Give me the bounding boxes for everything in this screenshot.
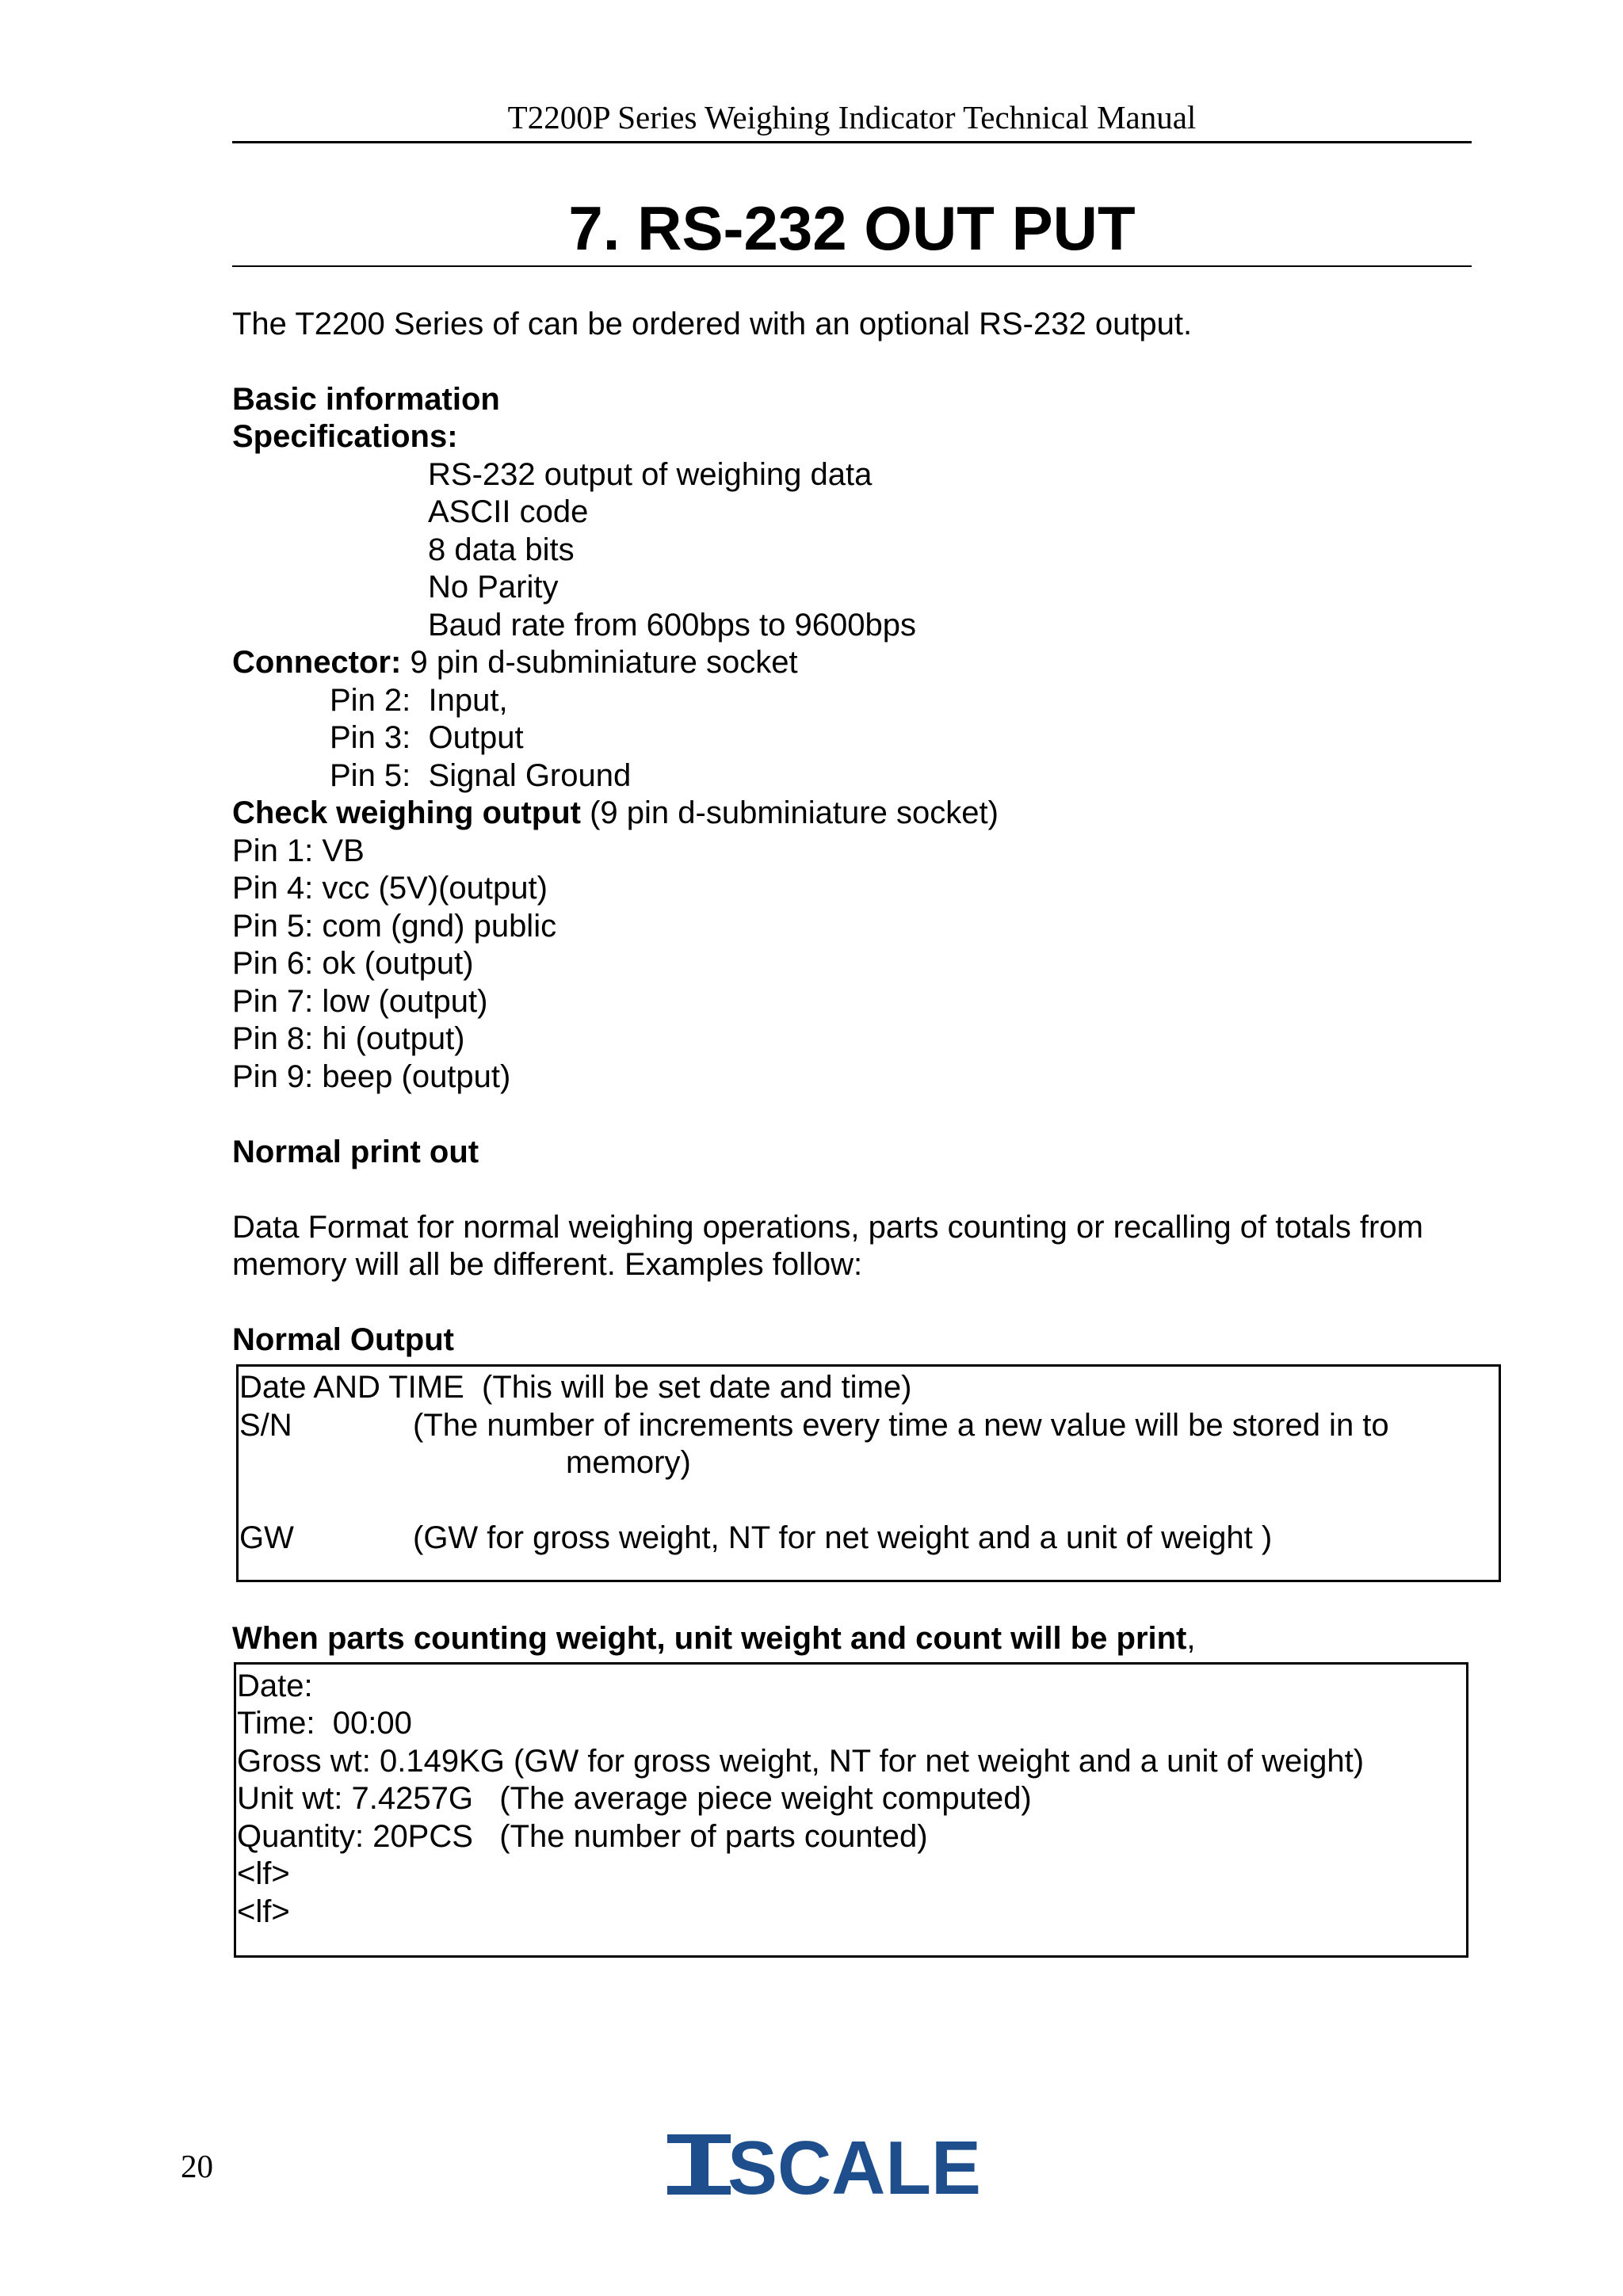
check-output-pin: Pin 8: hi (output) <box>232 1021 465 1056</box>
running-header: T2200P Series Weighing Indicator Technical Manual <box>507 99 1197 135</box>
spec-item: 8 data bits <box>428 532 575 567</box>
parts-counting-heading-suffix: , <box>1186 1621 1196 1656</box>
specifications-label: Specifications: <box>232 419 458 454</box>
chapter-title: 7. RS-232 OUT PUT <box>568 193 1136 263</box>
check-output-suffix: (9 pin d-subminiature socket) <box>590 795 999 830</box>
parts-counting-line: Date: <box>237 1669 313 1703</box>
parts-counting-heading: When parts counting weight, unit weight and count will be print <box>232 1621 1187 1656</box>
parts-counting-box <box>234 1662 1468 1958</box>
spec-item: ASCII code <box>428 494 589 529</box>
connector-pin: Pin 3: Output <box>330 720 524 755</box>
normal-output-heading: Normal Output <box>232 1322 454 1357</box>
spec-item: RS-232 output of weighing data <box>428 457 873 492</box>
parts-counting-line: Quantity: 20PCS (The number of parts counted) <box>237 1819 928 1854</box>
normal-print-heading: Normal print out <box>232 1135 479 1169</box>
normal-print-paragraph: memory will all be different. Examples follow: <box>232 1247 863 1282</box>
check-output-pin: Pin 6: ok (output) <box>232 946 474 981</box>
connector-value: 9 pin d-subminiature socket <box>410 645 798 680</box>
svg-text:SCALE: SCALE <box>727 2130 981 2201</box>
spec-item: No Parity <box>428 570 559 605</box>
tscale-logo <box>667 2130 984 2205</box>
parts-counting-line: Gross wt: 0.149KG (GW for gross weight, NT for net weight and a unit of weight) <box>237 1744 1365 1779</box>
normal-output-desc: (The number of increments every time a new value will be stored in to <box>413 1408 1389 1443</box>
parts-counting-line: Time: 00:00 <box>237 1706 412 1741</box>
connector-pin: Pin 5: Signal Ground <box>330 758 632 793</box>
check-output-pin: Pin 4: vcc (5V)(output) <box>232 871 548 906</box>
parts-counting-line: <lf> <box>237 1894 290 1929</box>
parts-counting-heading-line <box>232 1619 1196 1657</box>
normal-output-label: GW <box>239 1520 294 1555</box>
parts-counting-line: <lf> <box>237 1856 290 1891</box>
normal-output-desc: (GW for gross weight, NT for net weight and a unit of weight ) <box>413 1520 1273 1555</box>
connector-line <box>232 643 798 681</box>
parts-counting-line: Unit wt: 7.4257G (The average piece weight computed) <box>237 1781 1032 1816</box>
normal-output-row: Date AND TIME (This will be set date and time) <box>239 1370 912 1405</box>
title-rule <box>232 265 1472 267</box>
connector-label: Connector: <box>232 645 402 680</box>
header-rule <box>232 141 1472 143</box>
tscale-logo-svg <box>667 2130 984 2201</box>
check-output-pin: Pin 7: low (output) <box>232 984 488 1019</box>
connector-pin: Pin 2: Input, <box>330 683 508 718</box>
normal-output-box <box>236 1364 1501 1582</box>
basic-info-heading: Basic information <box>232 382 500 417</box>
page-number: 20 <box>181 2148 213 2184</box>
normal-output-desc-continued: memory) <box>566 1445 691 1480</box>
check-output-pin: Pin 1: VB <box>232 833 365 868</box>
check-output-pin: Pin 9: beep (output) <box>232 1059 511 1094</box>
spec-item: Baud rate from 600bps to 9600bps <box>428 608 916 643</box>
check-output-heading: Check weighing output <box>232 795 581 830</box>
check-output-pin: Pin 5: com (gnd) public <box>232 909 557 944</box>
normal-print-paragraph: Data Format for normal weighing operations, parts counting or recalling of totals from <box>232 1210 1423 1245</box>
check-output-heading-line <box>232 794 999 832</box>
intro-paragraph: The T2200 Series of can be ordered with an optional RS-232 output. <box>232 307 1193 341</box>
normal-output-label: S/N <box>239 1408 292 1443</box>
